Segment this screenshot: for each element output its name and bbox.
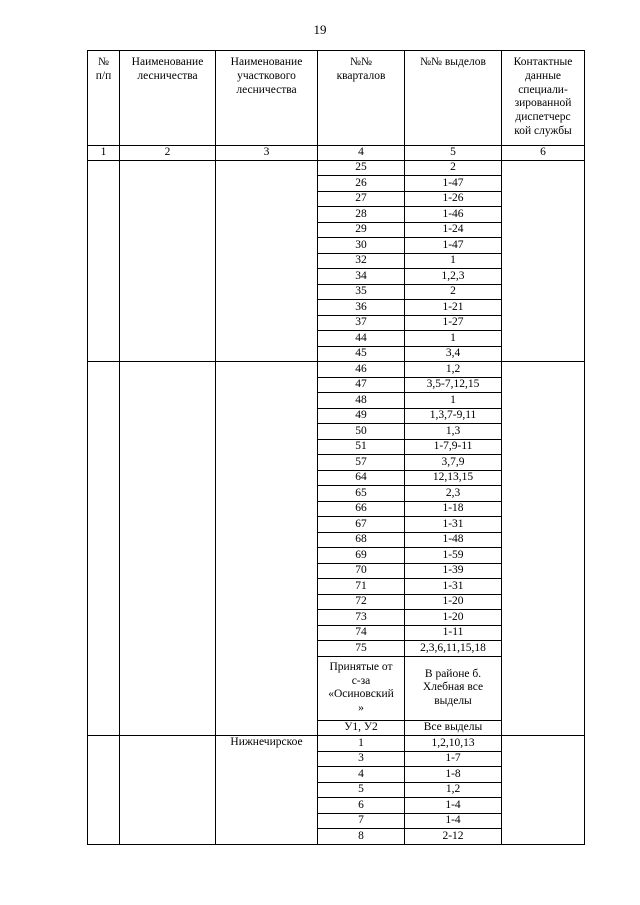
quarter-cell: 72: [318, 594, 405, 610]
quarter-cell: 50: [318, 424, 405, 440]
quarter-cell: 49: [318, 408, 405, 424]
header-cell-3: Наименование участкового лесничества: [216, 51, 318, 146]
quarter-cell: 36: [318, 300, 405, 316]
plots-cell: 1-7,9-11: [405, 439, 502, 455]
quarter-cell: Принятые от с-за «Осиновский »: [318, 656, 405, 720]
plots-cell: 1-4: [405, 798, 502, 814]
quarter-cell: 70: [318, 563, 405, 579]
plots-cell: 1-27: [405, 315, 502, 331]
quarter-cell: 4: [318, 767, 405, 783]
plots-cell: 1-21: [405, 300, 502, 316]
plots-cell: 3,7,9: [405, 455, 502, 471]
plots-cell: 1-20: [405, 594, 502, 610]
quarters-table: [87, 50, 585, 845]
plots-cell: 1-20: [405, 610, 502, 626]
group-b-num-cell: [88, 362, 120, 736]
page-number: 19: [313, 22, 327, 37]
quarter-cell: 57: [318, 455, 405, 471]
group-c-forestry-cell: [120, 736, 216, 845]
table-row: [88, 362, 585, 378]
group-a-contact-cell: [502, 160, 585, 362]
group-b-forestry-cell: [120, 362, 216, 736]
group-b-contact-cell: [502, 362, 585, 736]
header-cell-6: Контактные данные специали- зированной диспетчерс кой службы: [502, 51, 585, 146]
quarter-cell: 7: [318, 813, 405, 829]
header-cell-5: №№ выделов: [405, 51, 502, 146]
quarter-cell: 27: [318, 191, 405, 207]
plots-cell: 1-39: [405, 563, 502, 579]
group-a-forestry-cell: [120, 160, 216, 362]
quarter-cell: 71: [318, 579, 405, 595]
table-body: [88, 160, 585, 844]
quarter-cell: 28: [318, 207, 405, 223]
column-number-5: 5: [405, 146, 502, 161]
plots-cell: 1,2,10,13: [405, 736, 502, 752]
quarter-cell: 8: [318, 829, 405, 845]
quarter-cell: 34: [318, 269, 405, 285]
plots-cell: 1-59: [405, 548, 502, 564]
table-row: [88, 160, 585, 176]
quarter-cell: 48: [318, 393, 405, 409]
header-cell-4: №№ кварталов: [318, 51, 405, 146]
quarter-cell: 75: [318, 641, 405, 657]
plots-cell: 1,3: [405, 424, 502, 440]
column-number-1: 1: [88, 146, 120, 161]
plots-cell: 2,3: [405, 486, 502, 502]
group-c-district-cell: Нижнечирское: [216, 736, 318, 845]
plots-cell: 2-12: [405, 829, 502, 845]
plots-cell: 1-46: [405, 207, 502, 223]
plots-cell: 1-31: [405, 517, 502, 533]
quarter-cell: 32: [318, 253, 405, 269]
quarter-cell: 5: [318, 782, 405, 798]
quarter-cell: У1, У2: [318, 720, 405, 736]
group-b-district-cell: [216, 362, 318, 736]
plots-cell: Все выделы: [405, 720, 502, 736]
quarter-cell: 65: [318, 486, 405, 502]
quarter-cell: 51: [318, 439, 405, 455]
plots-cell: 1,2,3: [405, 269, 502, 285]
plots-cell: 1-47: [405, 238, 502, 254]
plots-cell: 1-48: [405, 532, 502, 548]
column-number-3: 3: [216, 146, 318, 161]
plots-cell: 1-31: [405, 579, 502, 595]
quarter-cell: 44: [318, 331, 405, 347]
plots-cell: 1-4: [405, 813, 502, 829]
quarter-cell: 6: [318, 798, 405, 814]
group-a-district-cell: [216, 160, 318, 362]
quarter-cell: 66: [318, 501, 405, 517]
group-c-contact-cell: [502, 736, 585, 845]
plots-cell: 2: [405, 160, 502, 176]
plots-cell: 2: [405, 284, 502, 300]
plots-cell: 1: [405, 253, 502, 269]
plots-cell: 12,13,15: [405, 470, 502, 486]
column-number-row: [88, 146, 585, 161]
plots-cell: 1-26: [405, 191, 502, 207]
column-number-6: 6: [502, 146, 585, 161]
group-a-num-cell: [88, 160, 120, 362]
quarter-cell: 37: [318, 315, 405, 331]
group-c-num-cell: [88, 736, 120, 845]
quarter-cell: 46: [318, 362, 405, 378]
header-cell-2: Наименование лесничества: [120, 51, 216, 146]
plots-cell: В районе б. Хлебная все выделы: [405, 656, 502, 720]
column-number-2: 2: [120, 146, 216, 161]
plots-cell: 1,3,7-9,11: [405, 408, 502, 424]
plots-cell: 1-24: [405, 222, 502, 238]
quarter-cell: 45: [318, 346, 405, 362]
header-cell-1: № п/п: [88, 51, 120, 146]
plots-cell: 2,3,6,11,15,18: [405, 641, 502, 657]
plots-cell: 1-7: [405, 751, 502, 767]
quarter-cell: 67: [318, 517, 405, 533]
plots-cell: 1: [405, 331, 502, 347]
plots-cell: 3,5-7,12,15: [405, 377, 502, 393]
header-row: [88, 51, 585, 146]
plots-cell: 1,2: [405, 782, 502, 798]
quarter-cell: 25: [318, 160, 405, 176]
plots-cell: 1,2: [405, 362, 502, 378]
quarter-cell: 1: [318, 736, 405, 752]
plots-cell: 1-11: [405, 625, 502, 641]
quarter-cell: 73: [318, 610, 405, 626]
column-number-4: 4: [318, 146, 405, 161]
plots-cell: 1: [405, 393, 502, 409]
quarter-cell: 30: [318, 238, 405, 254]
plots-cell: 1-8: [405, 767, 502, 783]
plots-cell: 1-18: [405, 501, 502, 517]
quarter-cell: 69: [318, 548, 405, 564]
quarter-cell: 29: [318, 222, 405, 238]
quarter-cell: 47: [318, 377, 405, 393]
quarter-cell: 74: [318, 625, 405, 641]
quarter-cell: 64: [318, 470, 405, 486]
quarter-cell: 3: [318, 751, 405, 767]
quarter-cell: 35: [318, 284, 405, 300]
quarter-cell: 26: [318, 176, 405, 192]
table-row: [88, 736, 585, 752]
quarter-cell: 68: [318, 532, 405, 548]
plots-cell: 1-47: [405, 176, 502, 192]
plots-cell: 3,4: [405, 346, 502, 362]
